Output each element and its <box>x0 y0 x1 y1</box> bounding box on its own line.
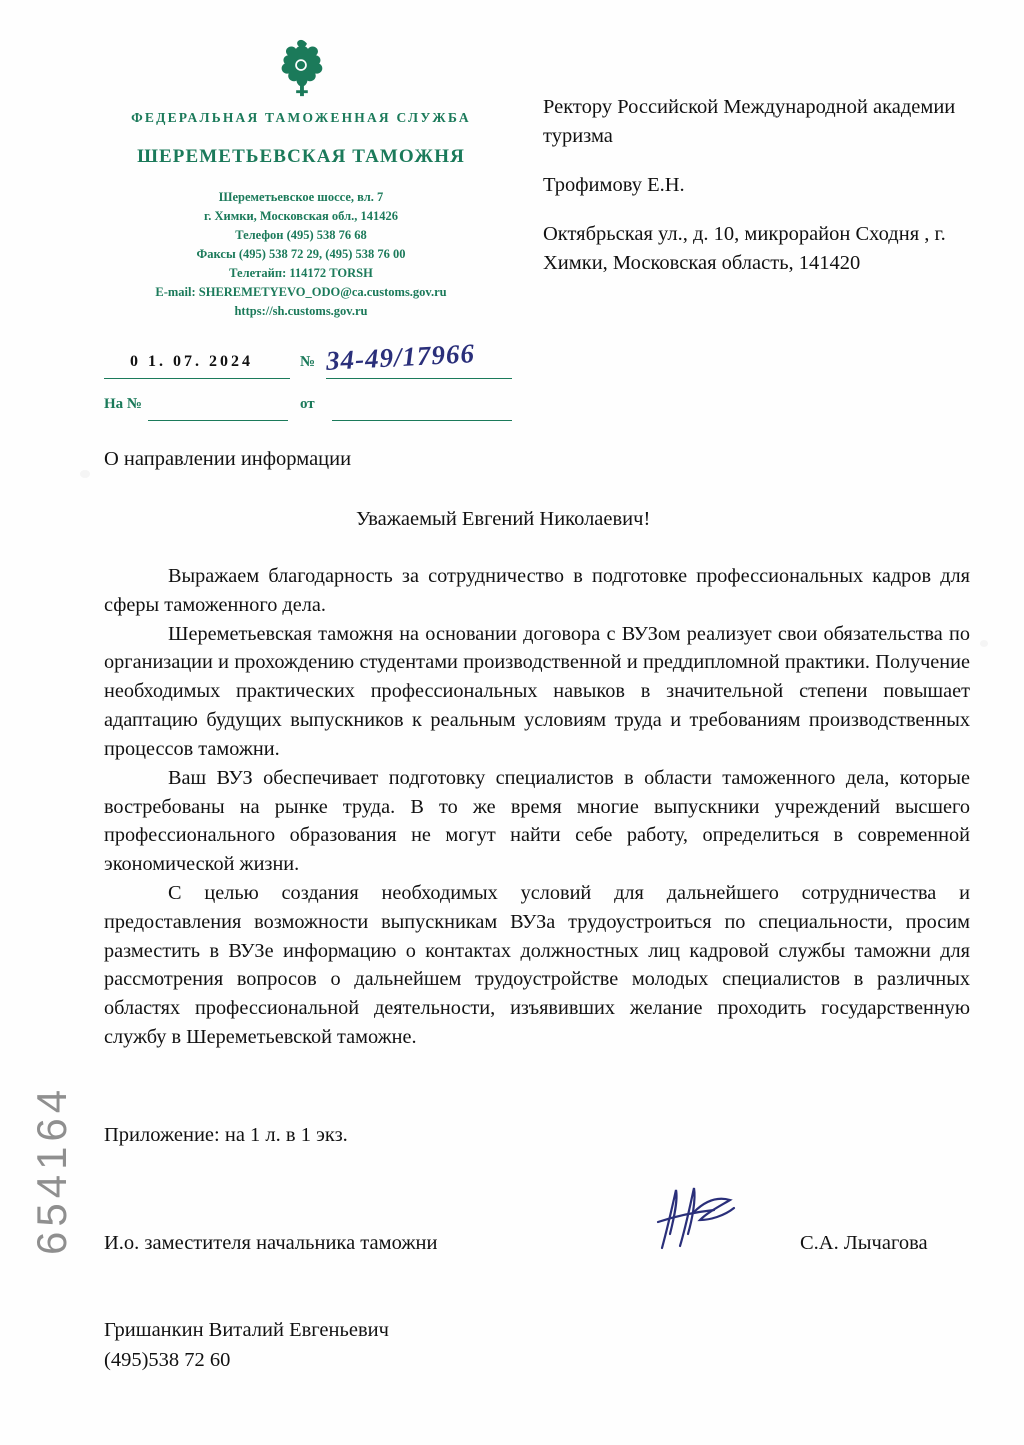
handwritten-signature-icon <box>638 1182 758 1252</box>
attachment-note: Приложение: на 1 л. в 1 экз. <box>104 1124 348 1146</box>
number-sign: № <box>300 354 316 370</box>
body-paragraph: Ваш ВУЗ обеспечивает подготовку специалистов в области таможенного дела, которые востребованы на рынке труда. В то же время многие выпускники учреждений высшего профессионального образования не могут найти себе работу, определиться в современной экономической жизни. <box>104 766 970 876</box>
scan-artifact <box>980 640 988 647</box>
letterhead-fax: Факсы (495) 538 72 29, (495) 538 76 00 <box>196 246 406 261</box>
letterhead-address-line1: Шереметьевское шоссе, вл. 7 <box>218 189 384 204</box>
signatory-name: С.А. Лычагова <box>800 1232 928 1254</box>
scan-artifact <box>80 470 90 478</box>
letter-body <box>104 562 970 1052</box>
number-rule <box>326 378 512 379</box>
letterhead-contacts <box>96 188 506 321</box>
russian-coat-of-arms-icon <box>270 36 332 98</box>
body-paragraph: Шереметьевская таможня на основании договора с ВУЗом реализует свои обязательства по организации и прохождению студентами производственной и преддипломной практики. Получение необходимых практических профессиональных навыков в значительной степени повышает адаптацию будущих выпускников к реальным условиям труда и требованиям производственных процессов таможни. <box>104 622 970 760</box>
outgoing-date: 0 1. 07. 2024 <box>130 353 253 370</box>
letterhead-email: E-mail: SHEREMETYEVO_ODO@ca.customs.gov.ru <box>155 284 447 299</box>
reference-block <box>104 338 524 412</box>
letterhead-customs-office: ШЕРЕМЕТЬЕВСКАЯ ТАМОЖНЯ <box>137 145 465 167</box>
body-paragraph: Выражаем благодарность за сотрудничество в подготовке профессиональных кадров для сферы таможенного дела. <box>104 565 970 616</box>
addressee-line-3: Октябрьская ул., д. 10, микрорайон Сходня , г. Химки, Московская область, 141420 <box>543 223 946 275</box>
addressee-block <box>543 93 963 279</box>
incoming-number-rule <box>148 420 288 421</box>
incoming-number-label: На № <box>104 396 142 412</box>
addressee-line-2: Трофимову Е.Н. <box>543 174 685 197</box>
letterhead-website: https://sh.customs.gov.ru <box>234 303 368 318</box>
letterhead-phone: Телефон (495) 538 76 68 <box>235 227 367 242</box>
incoming-date-label: от <box>300 396 315 412</box>
letterhead-teletype: Телетайп: 114172 TORSH <box>229 265 373 280</box>
signatory-position: И.о. заместителя начальника таможни <box>104 1232 438 1254</box>
letterhead-address-line2: г. Химки, Московская обл., 141426 <box>203 208 398 223</box>
salutation: Уважаемый Евгений Николаевич! <box>356 508 651 530</box>
outgoing-number: 34-49/17966 <box>325 338 476 376</box>
incoming-date-rule <box>332 420 512 421</box>
addressee-line-1: Ректору Российской Международной академии туризма <box>543 96 956 148</box>
subject-line: О направлении информации <box>104 448 352 470</box>
document-side-number: 654164 <box>28 1084 75 1255</box>
executor-block <box>104 1316 389 1375</box>
letterhead <box>96 36 506 321</box>
date-rule <box>104 378 290 379</box>
executor-phone: (495)538 72 60 <box>104 1348 231 1371</box>
executor-name: Гришанкин Виталий Евгеньевич <box>104 1319 389 1341</box>
reference-row-outgoing <box>104 338 524 386</box>
body-paragraph: С целью создания необходимых условий для дальнейшего сотрудничества и предоставления возможности выпускникам ВУЗа трудоустроиться по специальности, просим разместить в ВУЗе информацию о контактах должностных лиц кадровой службы таможни для рассмотрения вопросов о дальнейшем трудоустройстве молодых специалистов в различных областях профессиональной деятельности, изъявивших желание проходить государственную службу в Шереметьевской таможне. <box>104 881 970 1048</box>
letterhead-organization: ФЕДЕРАЛЬНАЯ ТАМОЖЕННАЯ СЛУЖБА <box>131 110 471 125</box>
